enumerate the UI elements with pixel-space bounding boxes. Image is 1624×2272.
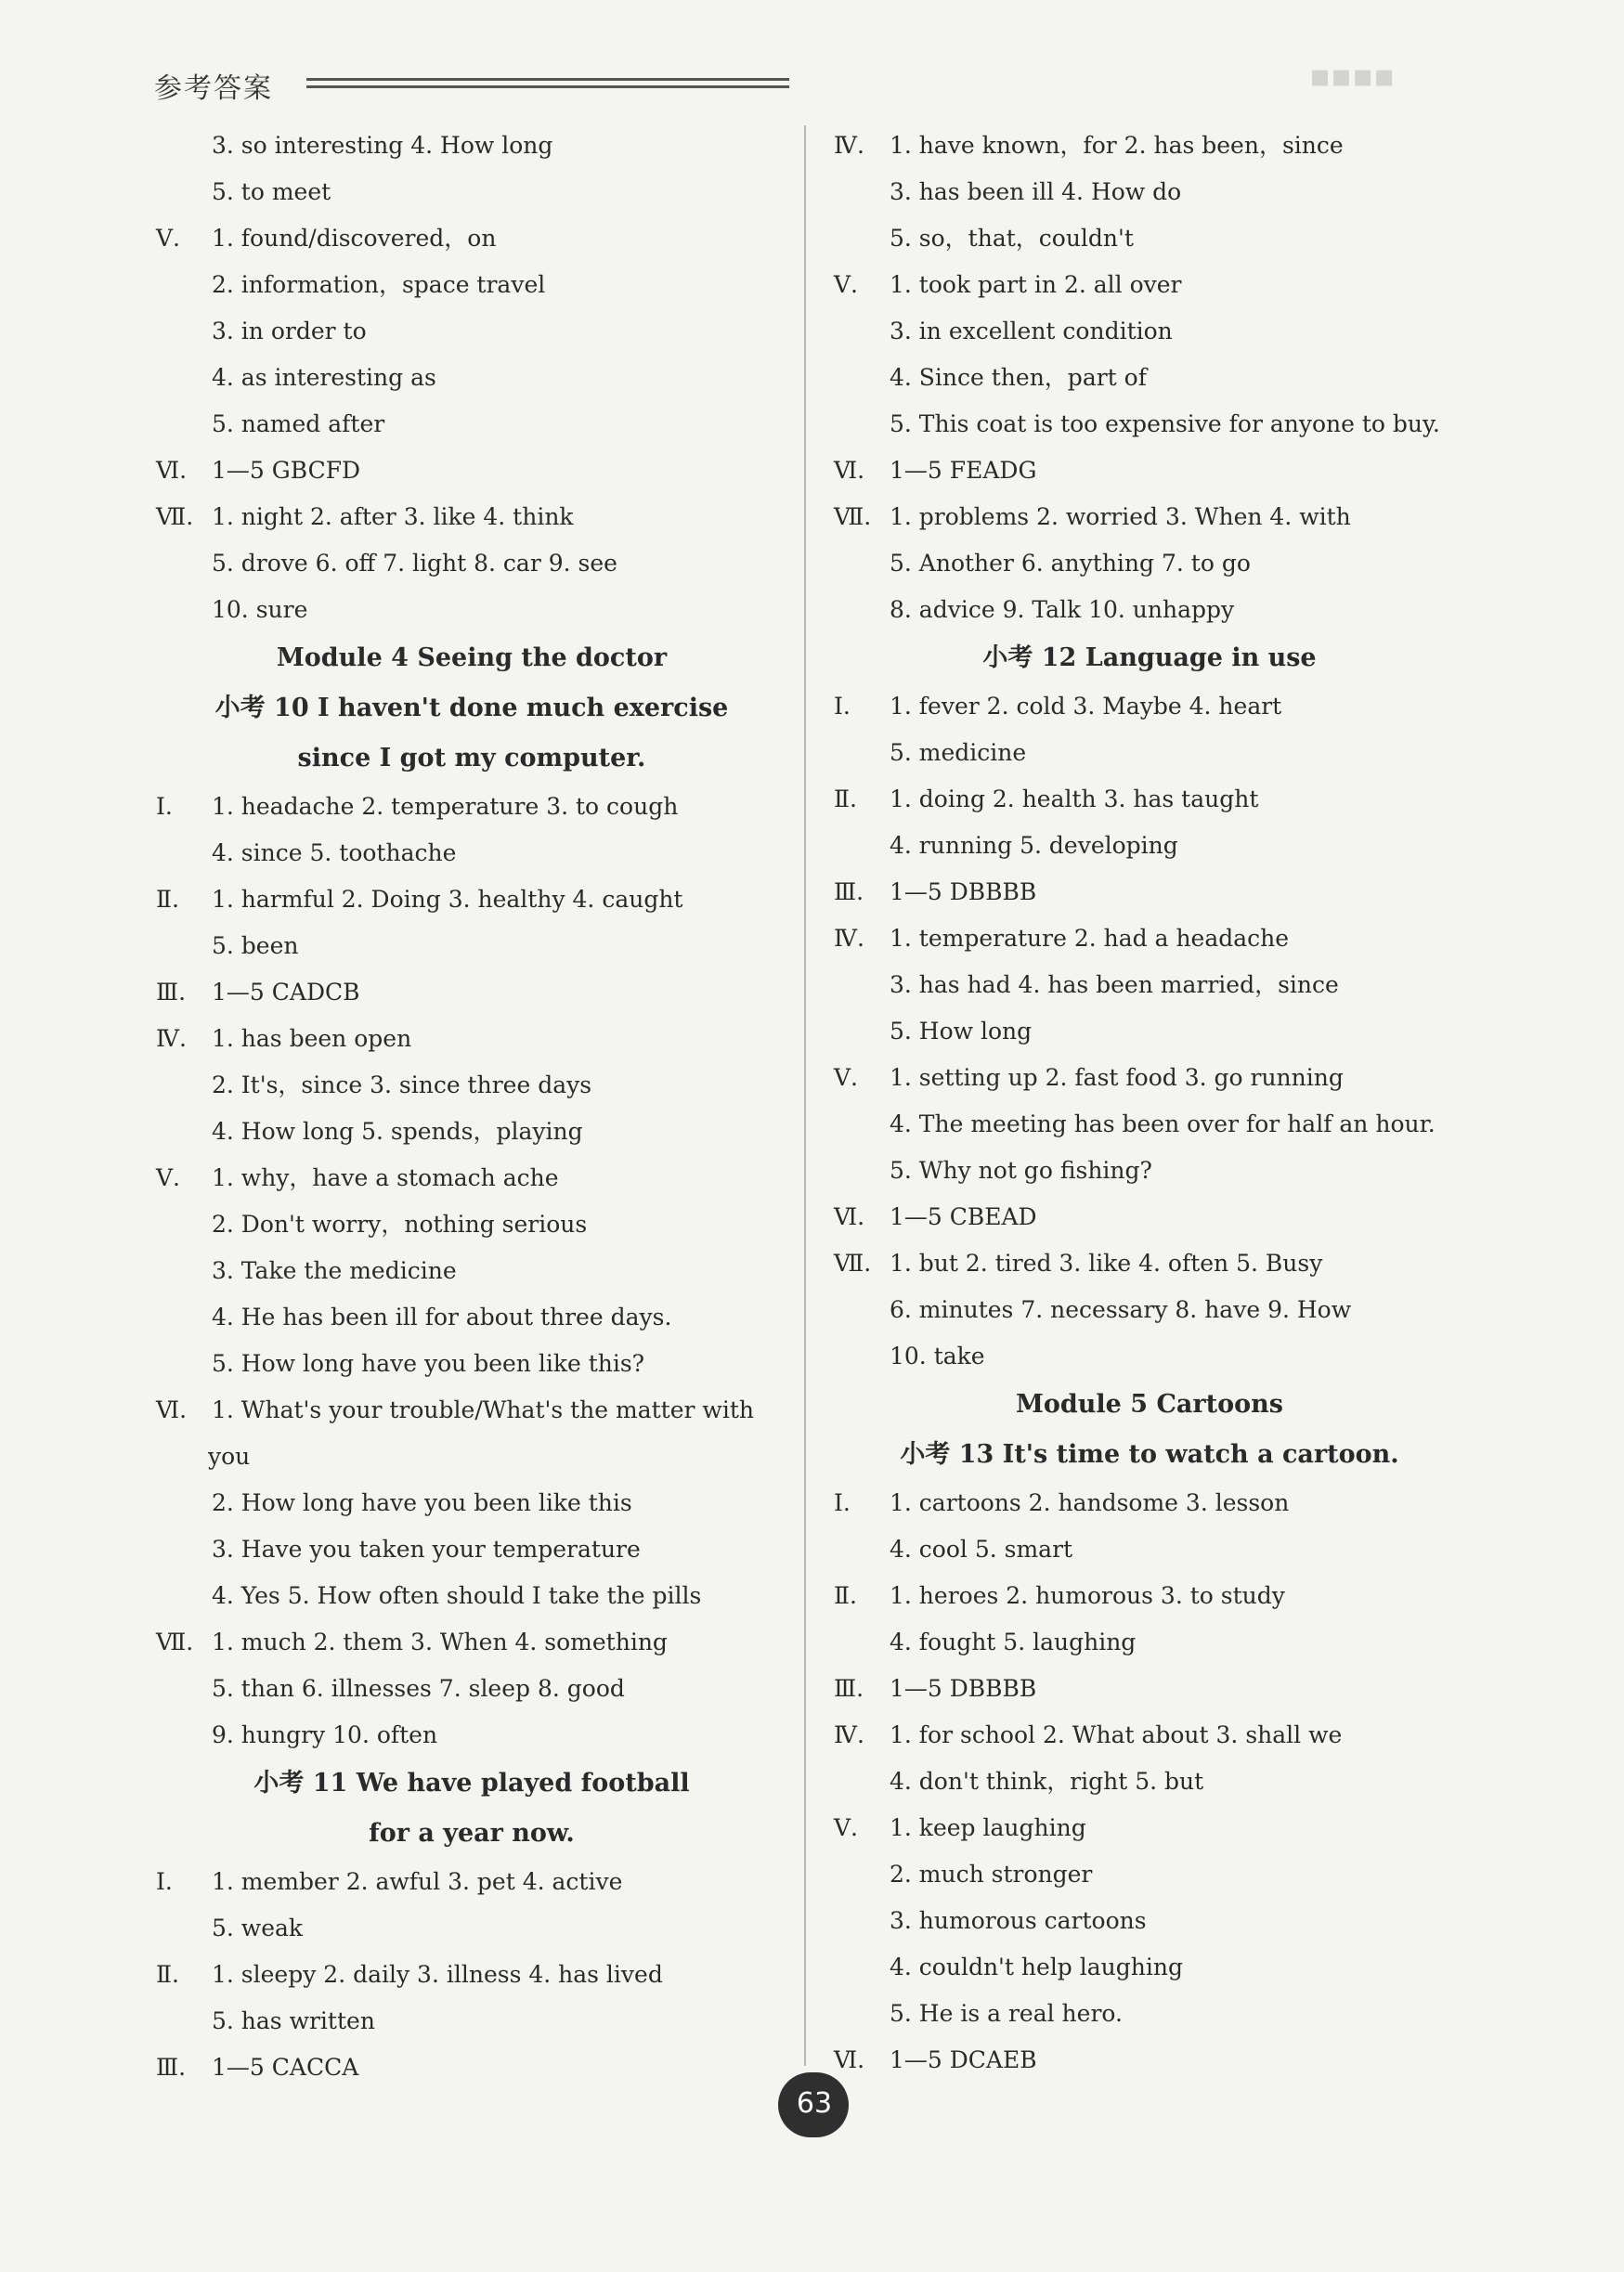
answer-text: 1. took part in 2. all over bbox=[890, 271, 1182, 298]
answer-line bbox=[834, 1240, 1484, 1287]
answer-text: 1. cartoons 2. handsome 3. lesson bbox=[890, 1489, 1290, 1516]
answer-text: 1. doing 2. health 3. has taught bbox=[890, 785, 1259, 812]
answer-text: 1. sleepy 2. daily 3. illness 4. has lived bbox=[212, 1961, 663, 1988]
answer-line bbox=[156, 1109, 806, 1155]
section-numeral: Ⅰ. bbox=[156, 1868, 173, 1895]
section-numeral: Ⅲ. bbox=[156, 979, 187, 1006]
answer-line bbox=[156, 1155, 806, 1201]
answer-line bbox=[834, 1480, 1484, 1526]
answer-line bbox=[834, 1526, 1484, 1573]
answer-line bbox=[156, 1526, 806, 1573]
answer-text: 3. Have you taken your temperature bbox=[212, 1536, 641, 1563]
heading-text: Module 5 Cartoons bbox=[1016, 1390, 1283, 1419]
answer-text: 5. medicine bbox=[890, 739, 1027, 766]
section-heading bbox=[834, 1380, 1484, 1430]
answer-text: 1—5 DCAEB bbox=[890, 2046, 1037, 2073]
answer-line bbox=[834, 869, 1484, 915]
answer-text: 3. humorous cartoons bbox=[890, 1907, 1147, 1934]
answer-line bbox=[834, 1148, 1484, 1194]
section-numeral: Ⅶ. bbox=[834, 503, 872, 530]
answer-line bbox=[834, 1101, 1484, 1148]
answer-text: 1. but 2. tired 3. like 4. often 5. Busy bbox=[890, 1250, 1323, 1277]
answer-text: 5. How long bbox=[890, 1018, 1033, 1045]
section-numeral: Ⅴ. bbox=[156, 225, 181, 252]
answer-text: 1. headache 2. temperature 3. to cough bbox=[212, 793, 679, 820]
answer-text: 4. fought 5. laughing bbox=[890, 1629, 1137, 1655]
section-numeral: Ⅴ. bbox=[156, 1164, 181, 1191]
answer-line bbox=[834, 1944, 1484, 1991]
answer-text: 1. found/discovered，on bbox=[212, 225, 497, 252]
answer-text: 5. been bbox=[212, 932, 299, 959]
heading-text: since I got my computer. bbox=[297, 744, 646, 772]
answer-line bbox=[834, 262, 1484, 308]
right-column bbox=[834, 123, 1484, 2084]
answer-text: 1—5 DBBBB bbox=[890, 1675, 1037, 1702]
answer-line bbox=[156, 1341, 806, 1387]
answer-text: 2. How long have you been like this bbox=[212, 1489, 632, 1516]
section-heading bbox=[156, 1809, 806, 1859]
section-numeral: Ⅵ. bbox=[834, 457, 865, 484]
answer-text: 4. Yes 5. How often should I take the pills bbox=[212, 1582, 702, 1609]
answer-text: 5. drove 6. off 7. light 8. car 9. see bbox=[212, 550, 617, 577]
answer-text: 4. couldn't help laughing bbox=[890, 1954, 1183, 1980]
answer-text: 5. named after bbox=[212, 410, 385, 437]
heading-text: 小考 12 Language in use bbox=[982, 643, 1317, 672]
page-header bbox=[0, 0, 1624, 111]
answer-line bbox=[156, 401, 806, 448]
answer-line bbox=[834, 1991, 1484, 2037]
answer-text: 4. don't think，right 5. but bbox=[890, 1768, 1204, 1795]
section-numeral: Ⅱ. bbox=[156, 1961, 179, 1988]
answer-line bbox=[156, 355, 806, 401]
section-numeral: Ⅰ. bbox=[834, 693, 851, 720]
answer-line bbox=[156, 1387, 806, 1434]
answer-text: 1. problems 2. worried 3. When 4. with bbox=[890, 503, 1351, 530]
section-numeral: Ⅵ. bbox=[156, 1396, 188, 1423]
section-numeral: Ⅴ. bbox=[834, 271, 859, 298]
answer-text: 10. take bbox=[890, 1343, 985, 1370]
answer-line bbox=[156, 169, 806, 215]
section-numeral: Ⅵ. bbox=[834, 1203, 865, 1230]
section-numeral: Ⅴ. bbox=[834, 1814, 859, 1841]
header-rule bbox=[306, 78, 789, 98]
section-numeral: Ⅵ. bbox=[834, 2046, 865, 2073]
answer-line bbox=[834, 215, 1484, 262]
answer-text: 1. temperature 2. had a headache bbox=[890, 925, 1290, 952]
answer-text: 2. information，space travel bbox=[212, 271, 546, 298]
answer-line bbox=[834, 683, 1484, 730]
answer-text: 4. cool 5. smart bbox=[890, 1536, 1073, 1563]
answer-text: you bbox=[208, 1443, 251, 1470]
answer-line bbox=[156, 1712, 806, 1759]
answer-text: 4. since 5. toothache bbox=[212, 839, 457, 866]
answer-text: 4. Since then，part of bbox=[890, 364, 1147, 391]
answer-text: 3. has been ill 4. How do bbox=[890, 178, 1182, 205]
answer-line bbox=[156, 876, 806, 923]
answer-line bbox=[834, 355, 1484, 401]
answer-text: 1. has been open bbox=[212, 1025, 412, 1052]
answer-text: 1—5 CBEAD bbox=[890, 1203, 1037, 1230]
answer-text: 5. This coat is too expensive for anyone to buy. bbox=[890, 410, 1440, 437]
answer-text: 5. Why not go fishing? bbox=[890, 1157, 1152, 1184]
answer-text: 8. advice 9. Talk 10. unhappy bbox=[890, 596, 1235, 623]
section-numeral: Ⅶ. bbox=[834, 1250, 872, 1277]
heading-text: 小考 11 We have played football bbox=[253, 1769, 690, 1798]
answer-text: 3. in order to bbox=[212, 318, 367, 344]
answer-text: 3. in excellent condition bbox=[890, 318, 1173, 344]
answer-text: 5. How long have you been like this? bbox=[212, 1350, 645, 1377]
answer-line bbox=[156, 308, 806, 355]
answer-line bbox=[834, 962, 1484, 1008]
answer-text: 1—5 CACCA bbox=[212, 2054, 359, 2081]
answer-text: 4. The meeting has been over for half an hour. bbox=[890, 1110, 1436, 1137]
answer-line bbox=[156, 784, 806, 830]
answer-line bbox=[156, 969, 806, 1016]
answer-line bbox=[156, 1859, 806, 1905]
answer-line bbox=[834, 1194, 1484, 1240]
answer-line bbox=[834, 1666, 1484, 1712]
answer-text: 3. so interesting 4. How long bbox=[212, 132, 553, 159]
section-numeral: Ⅱ. bbox=[834, 785, 857, 812]
section-numeral: Ⅱ. bbox=[156, 886, 179, 913]
answer-line bbox=[156, 1016, 806, 1062]
answer-text: 1—5 FEADG bbox=[890, 457, 1037, 484]
answer-line bbox=[834, 1851, 1484, 1898]
answer-line bbox=[834, 540, 1484, 587]
answer-text: 1. harmful 2. Doing 3. healthy 4. caught bbox=[212, 886, 683, 913]
bleed-through-mark: ▪▪▪▪ bbox=[1309, 58, 1396, 95]
answer-line bbox=[156, 1480, 806, 1526]
answer-line bbox=[834, 915, 1484, 962]
header-title: 参考答案 bbox=[154, 72, 273, 105]
answer-text: 1. for school 2. What about 3. shall we bbox=[890, 1721, 1343, 1748]
answer-text: 1. keep laughing bbox=[890, 1814, 1086, 1841]
section-numeral: Ⅰ. bbox=[834, 1489, 851, 1516]
section-numeral: Ⅳ. bbox=[834, 925, 864, 952]
answer-text: 1. What's your trouble/What's the matter with bbox=[212, 1396, 754, 1423]
section-heading bbox=[834, 1430, 1484, 1480]
answer-line bbox=[156, 448, 806, 494]
answer-text: 1. fever 2. cold 3. Maybe 4. heart bbox=[890, 693, 1282, 720]
section-numeral: Ⅴ. bbox=[834, 1064, 859, 1091]
section-heading bbox=[156, 734, 806, 784]
answer-line bbox=[156, 1434, 806, 1480]
answer-text: 1. member 2. awful 3. pet 4. active bbox=[212, 1868, 623, 1895]
section-numeral: Ⅰ. bbox=[156, 793, 173, 820]
heading-text: Module 4 Seeing the doctor bbox=[276, 643, 668, 672]
answer-line bbox=[156, 1201, 806, 1248]
answer-line bbox=[834, 1619, 1484, 1666]
answer-line bbox=[834, 1898, 1484, 1944]
answer-line bbox=[834, 1055, 1484, 1101]
answer-line bbox=[834, 2037, 1484, 2084]
answer-line bbox=[834, 123, 1484, 169]
answer-text: 1. much 2. them 3. When 4. something bbox=[212, 1629, 668, 1655]
answer-line bbox=[156, 1294, 806, 1341]
answer-line bbox=[834, 308, 1484, 355]
answer-text: 5. to meet bbox=[212, 178, 331, 205]
answer-line bbox=[156, 262, 806, 308]
section-numeral: Ⅲ. bbox=[834, 1675, 864, 1702]
answer-line bbox=[834, 587, 1484, 633]
answer-text: 1. setting up 2. fast food 3. go running bbox=[890, 1064, 1344, 1091]
answer-text: 1—5 DBBBB bbox=[890, 878, 1037, 905]
answer-text: 2. Don't worry，nothing serious bbox=[212, 1211, 588, 1238]
answer-line bbox=[156, 540, 806, 587]
answer-line bbox=[156, 1619, 806, 1666]
answer-line bbox=[156, 215, 806, 262]
answer-line bbox=[156, 1248, 806, 1294]
answer-text: 1. night 2. after 3. like 4. think bbox=[212, 503, 574, 530]
answer-text: 1—5 GBCFD bbox=[212, 457, 361, 484]
answer-line bbox=[834, 1712, 1484, 1759]
answer-line bbox=[834, 730, 1484, 776]
answer-text: 3. has had 4. has been married，since bbox=[890, 971, 1339, 998]
page-number: 63 bbox=[796, 2087, 833, 2120]
heading-text: for a year now. bbox=[369, 1819, 575, 1848]
section-numeral: Ⅲ. bbox=[156, 2054, 187, 2081]
answer-line bbox=[834, 823, 1484, 869]
answer-text: 4. How long 5. spends，playing bbox=[212, 1118, 583, 1145]
answer-line bbox=[156, 587, 806, 633]
answer-text: 3. Take the medicine bbox=[212, 1257, 457, 1284]
answer-line bbox=[834, 494, 1484, 540]
answer-line bbox=[834, 1333, 1484, 1380]
answer-line bbox=[156, 1573, 806, 1619]
answer-line bbox=[156, 2045, 806, 2091]
section-numeral: Ⅵ. bbox=[156, 457, 188, 484]
answer-line bbox=[156, 494, 806, 540]
answer-line bbox=[834, 448, 1484, 494]
page-number-badge bbox=[778, 2072, 849, 2137]
section-numeral: Ⅲ. bbox=[834, 878, 864, 905]
answer-line bbox=[156, 1952, 806, 1998]
answer-text: 9. hungry 10. often bbox=[212, 1721, 438, 1748]
answer-text: 5. Another 6. anything 7. to go bbox=[890, 550, 1251, 577]
answer-text: 5. than 6. illnesses 7. sleep 8. good bbox=[212, 1675, 625, 1702]
answer-text: 1. heroes 2. humorous 3. to study bbox=[890, 1582, 1285, 1609]
answer-text: 4. He has been ill for about three days. bbox=[212, 1304, 672, 1331]
answer-line bbox=[156, 830, 806, 876]
left-column bbox=[156, 123, 806, 2091]
answer-line bbox=[834, 1759, 1484, 1805]
answer-text: 5. weak bbox=[212, 1915, 304, 1941]
answer-text: 1—5 CADCB bbox=[212, 979, 360, 1006]
answer-text: 4. running 5. developing bbox=[890, 832, 1178, 859]
answer-text: 4. as interesting as bbox=[212, 364, 436, 391]
answer-line bbox=[156, 1062, 806, 1109]
answer-text: 5. so，that，couldn't bbox=[890, 225, 1134, 252]
section-heading bbox=[156, 1759, 806, 1809]
answer-line bbox=[156, 1666, 806, 1712]
answer-line bbox=[156, 123, 806, 169]
answer-text: 1. have known，for 2. has been，since bbox=[890, 132, 1344, 159]
section-heading bbox=[834, 633, 1484, 683]
heading-text: 小考 10 I haven't done much exercise bbox=[214, 694, 729, 722]
answer-line bbox=[834, 1008, 1484, 1055]
answer-line bbox=[834, 1287, 1484, 1333]
section-heading bbox=[156, 633, 806, 683]
answer-line bbox=[834, 169, 1484, 215]
answer-line bbox=[156, 1905, 806, 1952]
answer-line bbox=[156, 923, 806, 969]
answer-text: 5. He is a real hero. bbox=[890, 2000, 1123, 2027]
answer-text: 5. has written bbox=[212, 2007, 375, 2034]
section-numeral: Ⅳ. bbox=[834, 1721, 864, 1748]
answer-line bbox=[156, 1998, 806, 2045]
answer-line bbox=[834, 1573, 1484, 1619]
section-numeral: Ⅶ. bbox=[156, 1629, 194, 1655]
answer-line bbox=[834, 776, 1484, 823]
answer-text: 1. why，have a stomach ache bbox=[212, 1164, 559, 1191]
answer-line bbox=[834, 1805, 1484, 1851]
section-numeral: Ⅳ. bbox=[156, 1025, 187, 1052]
answer-text: 6. minutes 7. necessary 8. have 9. How bbox=[890, 1296, 1352, 1323]
section-numeral: Ⅳ. bbox=[834, 132, 864, 159]
answer-text: 10. sure bbox=[212, 596, 308, 623]
section-heading bbox=[156, 683, 806, 734]
heading-text: 小考 13 It's time to watch a cartoon. bbox=[900, 1440, 1399, 1469]
answer-text: 2. much stronger bbox=[890, 1861, 1093, 1888]
section-numeral: Ⅱ. bbox=[834, 1582, 857, 1609]
section-numeral: Ⅶ. bbox=[156, 503, 194, 530]
answer-line bbox=[834, 401, 1484, 448]
answer-text: 2. It's，since 3. since three days bbox=[212, 1071, 592, 1098]
